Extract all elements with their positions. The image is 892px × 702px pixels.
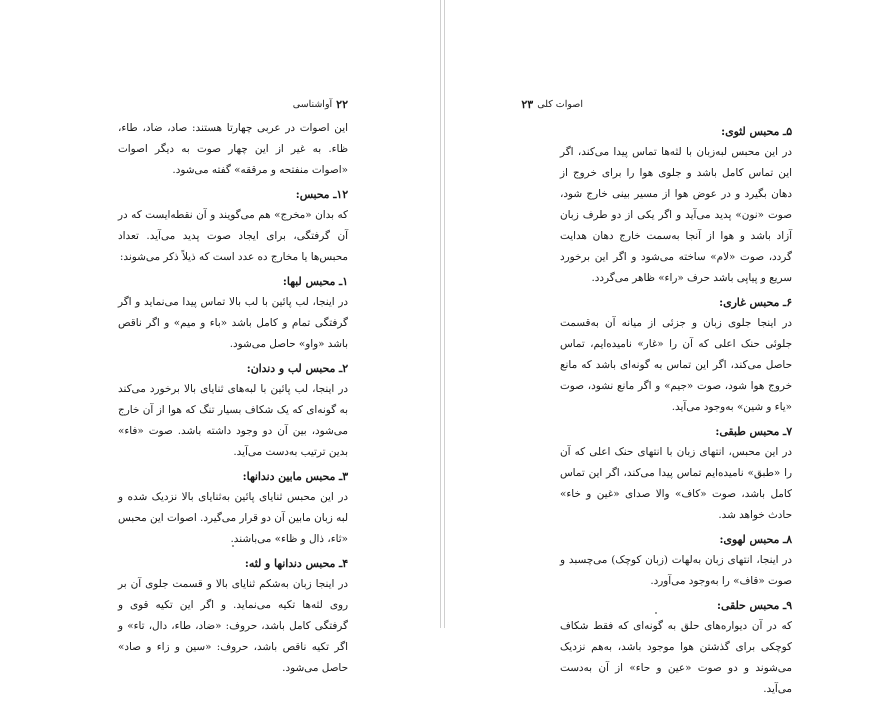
section-heading: ۲ـ محبس لب و دندان: [246,362,348,375]
section-heading: ۹ـ محبس حلقی: [717,599,792,612]
right-page-body [560,118,792,702]
body-paragraph: در اینجا جلوی زبان و جزئی از میانه آن به‌قسمت جلوئی حنک اعلی که آن را «غار» نامیده‌ایم، تماس حاصل می‌کند، اگر این تماس به گونه‌ای باشد که مانع خروج هوا شود، صوت «جیم» و اگر مانع نشود، صوت «یاء و شین» به‌وجود می‌آید. [560,317,792,413]
gutter-divider-left [440,0,441,628]
right-header-title: اصوات کلی [537,98,583,110]
right-page-number: ۲۳ [521,97,534,111]
section-heading: ۴ـ محبس دندانها و لثه: [244,557,348,570]
right-running-header [521,96,587,112]
body-paragraph: در اینجا، لب پائین با لبه‌های ثنایای بالا برخورد می‌کند به گونه‌ای که یک شکاف بسیار تنگ که هوا از آن خارج می‌شود، بین آن دو وجود داشته باشد. صوت «فاء» بدین ترتیب به‌دست می‌آید. [118,383,348,458]
section-heading: ۶ـ محبس غاری: [719,296,792,309]
body-paragraph: که بدان «مخرج» هم می‌گویند و آن نقطه‌ایست که در آن گرفتگی، برای ایجاد صوت پدید می‌آید. تعداد محبس‌ها یا مخارج ده عدد است که ذیلاً ذکر می‌شوند: [118,209,348,263]
body-paragraph: که در آن دیواره‌های حلق به گونه‌ای که فقط شکاف کوچکی برای گذشتن هوا موجود باشد، به‌هم نزدیک می‌شوند و دو صوت «عین و حاء» از آن به‌دست می‌آید. [560,620,792,695]
page-speck [655,612,657,614]
body-paragraph: در این محبس لبه‌زبان با لثه‌ها تماس پیدا می‌کند، اگر این تماس کامل باشد و جلوی هوا را برای خروج از دهان بگیرد و در عوض هوا از مسیر بینی خارج شود، صوت «نون» پدید می‌آید و اگر یکی از دو طرف زبان آزاد باشد و هوا از آنجا به‌سمت خارج دهان هدایت گردد، صوت «لام» ساخته می‌شود و اگر این برخورد سریع و پیاپی باشد حرف «راء» ظاهر می‌گردد. [560,146,792,284]
left-page-number: ۲۲ [336,97,348,111]
section-heading: ۱ـ محبس لبها: [282,275,348,288]
body-paragraph: در اینجا، لب پائین با لب بالا تماس پیدا می‌نماید و اگر گرفتگی تمام و کامل باشد «باء و میم» و اگر ناقص باشد «واو» حاصل می‌شود. [118,296,348,350]
body-paragraph: در این محبس، انتهای زبان با انتهای حنک اعلی که آن را «طبق» نامیده‌ایم تماس پیدا می‌کند، اگر این تماس کامل باشد، صوت «کاف» والا صدای «غین و خاء» حادث خواهد شد. [560,446,792,521]
right-page [445,0,892,695]
left-running-header [289,96,348,112]
page-speck [232,545,234,547]
left-page [0,0,440,674]
body-paragraph: در این محبس ثنایای پائین به‌ثنایای بالا نزدیک شده و لبه زبان مابین آن دو قرار می‌گیرد. اصوات این محبس «ثاء، ذال و ظاء» می‌باشند. [118,491,348,545]
left-header-title: آواشناسی [292,98,333,110]
section-heading: ۵ـ محبس لثوی: [721,125,792,138]
section-heading: ۱۲ـ محبس: [295,188,348,201]
section-heading: ۳ـ محبس مابین دندانها: [242,470,348,483]
section-heading: ۷ـ محبس طبقی: [715,425,792,438]
body-paragraph: در اینجا زبان به‌شکم ثنایای بالا و قسمت جلوی آن بر روی لثه‌ها تکیه می‌نماید. و اگر این تکیه قوی و گرفتگی کامل باشد، حروف: «ضاد، طاء، دال، تاء» و اگر تکیه ناقص باشد، حروف: «سین و زاء و صاد» حاصل می‌شود. [118,578,348,674]
section-heading: ۸ـ محبس لهوی: [719,533,792,546]
left-page-body [118,118,348,681]
body-paragraph: این اصوات در عربی چهارتا هستند: صاد، ضاد، طاء، ظاء. به غیر از این چهار صوت به دیگر اصوات «اصوات منفتحه و مرققه» گفته می‌شود. [118,122,348,176]
body-paragraph: در اینجا، انتهای زبان به‌لهات (زبان کوچک) می‌چسبد و صوت «قاف» را به‌وجود می‌آورد. [560,554,792,587]
